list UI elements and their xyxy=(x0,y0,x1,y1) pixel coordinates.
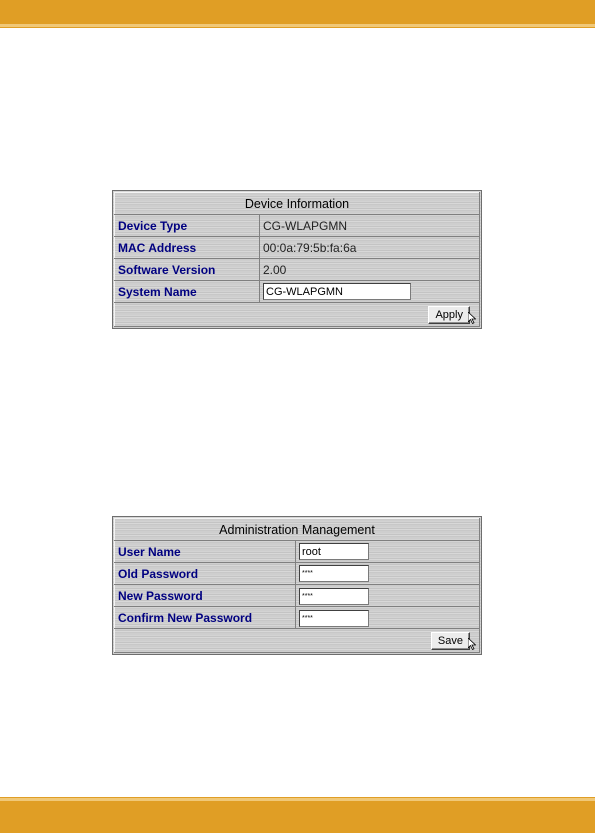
administration-management-title: Administration Management xyxy=(115,519,480,541)
software-version-label: Software Version xyxy=(115,259,260,281)
table-row xyxy=(115,281,480,303)
confirm-new-password-cell xyxy=(296,607,480,629)
table-row xyxy=(115,259,480,281)
user-name-label: User Name xyxy=(115,541,296,563)
device-information-footer xyxy=(115,303,480,327)
table-row xyxy=(115,607,480,629)
administration-management-table xyxy=(114,518,480,653)
administration-management-footer xyxy=(115,629,480,653)
administration-management-panel xyxy=(112,516,482,655)
confirm-new-password-input[interactable] xyxy=(299,610,369,627)
old-password-cell xyxy=(296,563,480,585)
header-band xyxy=(0,0,595,24)
table-row xyxy=(115,585,480,607)
device-type-label: Device Type xyxy=(115,215,260,237)
mac-address-label: MAC Address xyxy=(115,237,260,259)
save-button[interactable]: Save xyxy=(431,632,470,650)
new-password-label: New Password xyxy=(115,585,296,607)
apply-button[interactable]: Apply xyxy=(428,306,470,324)
user-name-cell xyxy=(296,541,480,563)
table-row xyxy=(115,541,480,563)
table-row xyxy=(115,237,480,259)
new-password-input[interactable] xyxy=(299,588,369,605)
device-information-panel xyxy=(112,190,482,329)
system-name-cell xyxy=(260,281,480,303)
old-password-label: Old Password xyxy=(115,563,296,585)
system-name-input[interactable] xyxy=(263,283,411,300)
new-password-cell xyxy=(296,585,480,607)
device-type-value: CG-WLAPGMN xyxy=(260,215,480,237)
mac-address-value: 00:0a:79:5b:fa:6a xyxy=(260,237,480,259)
table-row xyxy=(115,215,480,237)
old-password-input[interactable] xyxy=(299,565,369,582)
system-name-label: System Name xyxy=(115,281,260,303)
device-information-title: Device Information xyxy=(115,193,480,215)
confirm-new-password-label: Confirm New Password xyxy=(115,607,296,629)
mouse-pointer-icon xyxy=(468,312,476,324)
software-version-value: 2.00 xyxy=(260,259,480,281)
mouse-pointer-icon xyxy=(468,638,476,650)
header-stripe-thin xyxy=(0,27,595,28)
footer-band xyxy=(0,801,595,833)
table-row xyxy=(115,563,480,585)
device-information-table xyxy=(114,192,480,327)
user-name-input[interactable] xyxy=(299,543,369,560)
